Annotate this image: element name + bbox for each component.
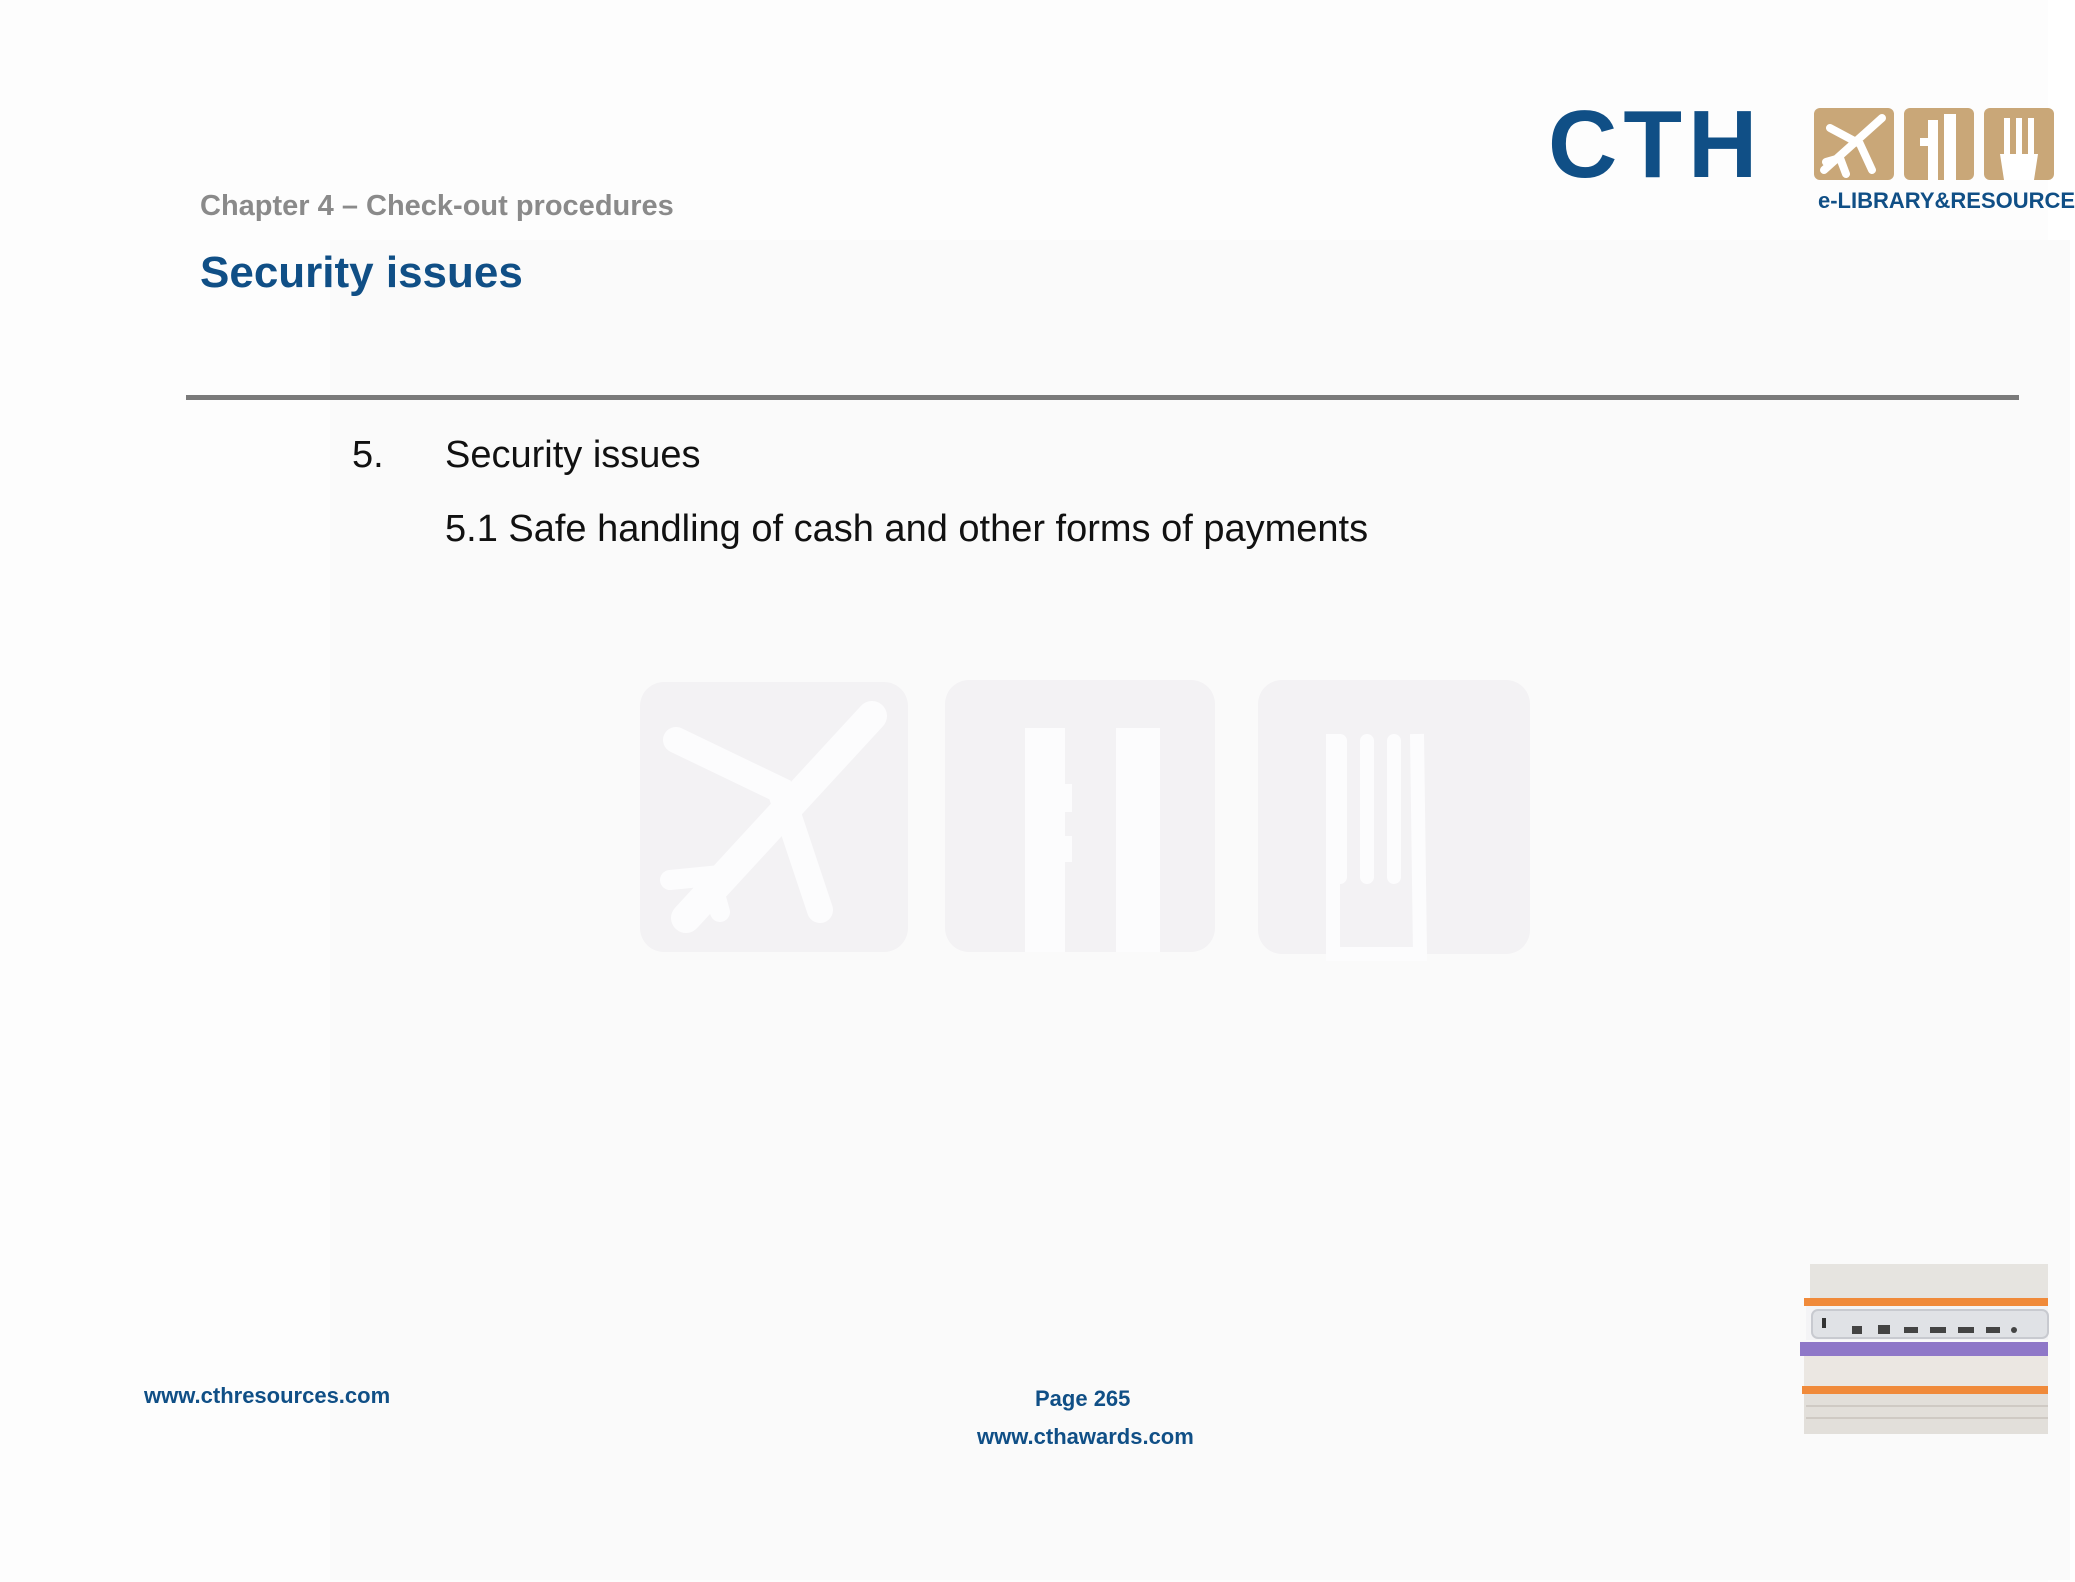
footer-url-resources[interactable]: www.cthresources.com (144, 1383, 391, 1408)
hotel-icon (945, 680, 1215, 952)
watermark (640, 680, 1530, 960)
cth-logo-mark (1548, 91, 2048, 198)
airplane-icon (640, 682, 908, 952)
book-stack-image (1800, 1262, 2048, 1434)
footer-url-awards[interactable]: www.cthawards.com (977, 1424, 1194, 1449)
subsection-title: 5.1 Safe handling of cash and other forms of payments (445, 508, 1369, 550)
cth-logo (1548, 91, 2075, 224)
section-title: Security issues (445, 434, 701, 476)
section-number: 5. (352, 434, 384, 476)
logo-tagline: e-LIBRARY&RESOURCE (1818, 188, 2075, 213)
airplane-icon (1814, 108, 1894, 180)
fork-icon (1984, 108, 2054, 180)
hotel-icon (1904, 108, 1974, 180)
fork-icon (1258, 680, 1530, 954)
page-number: Page 265 (1035, 1386, 1131, 1411)
header-divider (186, 395, 2019, 400)
page-title: Security issues (200, 248, 523, 297)
logo-letters: CTH (1548, 91, 1764, 198)
chapter-heading: Chapter 4 – Check-out procedures (200, 190, 674, 222)
